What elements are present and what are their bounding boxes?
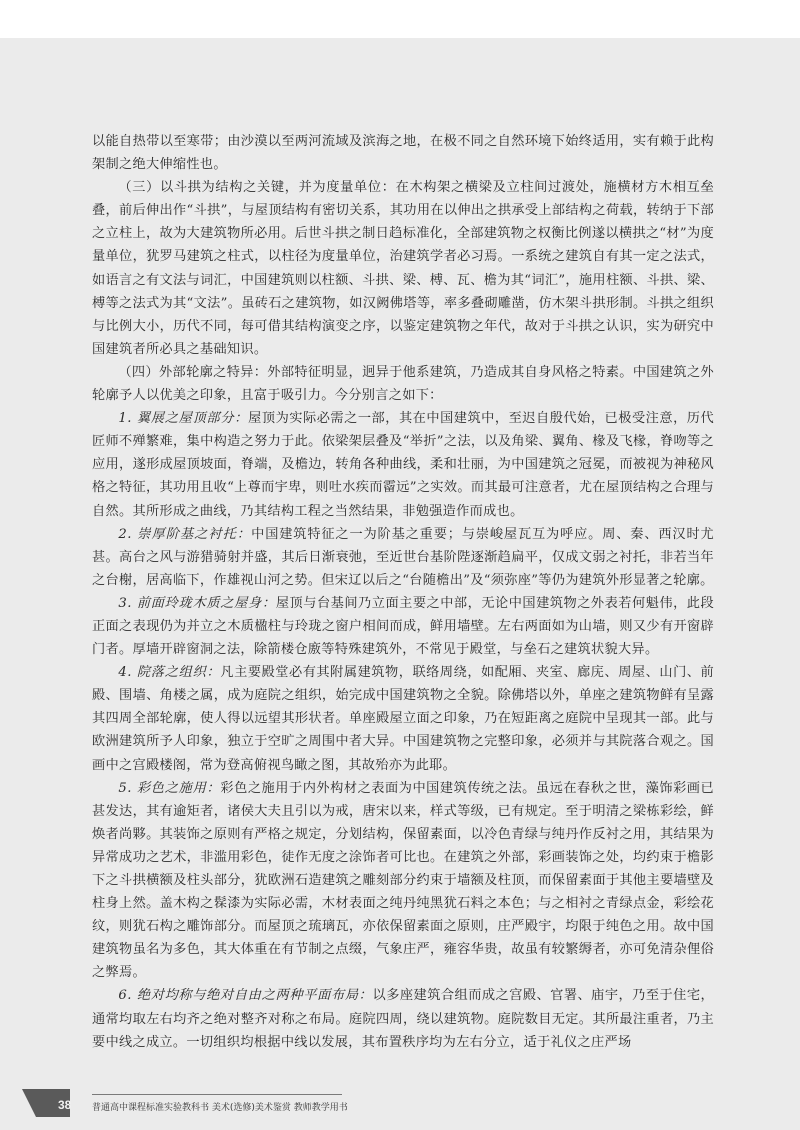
paragraph <box>92 984 714 1053</box>
paragraph <box>92 176 714 361</box>
paragraph-text: 凡主要殿堂必有其附属建筑物，联络周绕，如配厢、夹室、廊庑、周屋、山门、前殿、围墙、角楼之属，成为庭院之组织，始完成中国建筑物之全貌。除佛塔以外，单座之建筑物鲜有呈露其四周全部轮廓，使人得以远望其形状者。单座殿屋立面之印象，乃在短距离之庭院中呈现其一部。此与欧洲建筑所予人印象，独立于空旷之周围中者大异。中国建筑物之完整印象，必须并与其院落合观之。国画中之宫殿楼阁，常为登高俯视鸟瞰之图，其故殆亦为此耶。 <box>92 665 714 773</box>
paragraph-text: （四）外部轮廓之特异：外部特征明显，迥异于他系建筑，乃造成其自身风格之特素。中国建筑之外轮廓予人以优美之印象，且富于吸引力。今分别言之如下： <box>92 364 714 404</box>
page-footer <box>0 1086 800 1126</box>
body-text <box>92 130 714 1054</box>
paragraph <box>92 777 714 985</box>
paragraph <box>92 592 714 661</box>
paragraph-lead: 1. 翼展之屋顶部分： <box>118 411 249 427</box>
paragraph-text: 屋顶为实际必需之一部，其在中国建筑中，至迟自殷代始，已极受注意，历代匠师不殚繁难，集中构造之努力于此。依梁架层叠及“举折”之法，以及角梁、翼角、椽及飞椽，脊吻等之应用，遂形成屋顶坡面，脊端，及檐边，转角各种曲线，柔和壮丽，为中国建筑之冠冕，而被视为神秘风格之特征，其功用且收“上尊而宇卑，则吐水疾而霤远”之实效。而其最可注意者，尤在屋顶结构之合理与自然。其所形成之曲线，乃其结构工程之当然结果，非勉强造作而成也。 <box>92 411 714 519</box>
paragraph-text: 以能自热带以至寒带；由沙漠以至两河流域及滨海之地，在极不同之自然环境下始终适用，实有赖于此构架制之绝大伸缩性也。 <box>92 134 714 173</box>
paragraph-lead: 2. 崇厚阶基之衬托： <box>118 526 252 542</box>
footer-rule <box>92 1094 342 1095</box>
paragraph <box>92 361 714 407</box>
paragraph-text: 以多座建筑合组而成之宫殿、官署、庙宇，乃至于住宅，通常均取左右均齐之绝对整齐对称之布局。庭院四周，绕以建筑物。庭院数目无定。其所最注重者，乃主要中线之成立。一切组织均根据中线以发展，其布置秩序均为左右分立，适于礼仪之庄严场 <box>92 988 714 1050</box>
paragraph <box>92 130 714 176</box>
paragraph-text: 屋顶与台基间乃立面主要之中部，无论中国建筑物之外表若何魁伟，此段正面之表现仍为并立之木质楹柱与玲珑之窗户相间而成，鲜用墙壁。左右两面如为山墙，则又少有开窗辟门者。厚墙开辟窗洞之法，除箭楼仓廒等特殊建筑外，不常见于殿堂，与垒石之建筑状貌大异。 <box>92 595 714 658</box>
page-number: 38 <box>58 1098 72 1112</box>
paragraph-lead: 5. 彩色之施用： <box>118 780 221 796</box>
paragraph <box>92 523 714 592</box>
paragraph <box>92 661 714 776</box>
paragraph-text: （三）以斗拱为结构之关键，并为度量单位：在木构架之横梁及立柱间过渡处，施横材方木相互垒叠，前后伸出作“斗拱”，与屋顶结构有密切关系，其功用在以伸出之拱承受上部结构之荷载，转纳于下部之立柱上，故为大建筑物所必用。后世斗拱之制日趋标准化，全部建筑物之权衡比例遂以横拱之“材”为度量单位，犹罗马建筑之柱式，以柱径为度量单位，治建筑学者必习焉。一系统之建筑自有其一定之法式，如语言之有文法与词汇，中国建筑则以柱额、斗拱、梁、榑、瓦、檐为其“词汇”，施用柱额、斗拱、梁、榑等之法式为其“文法”。虽砖石之建筑物，如汉阙佛塔等，率多叠砌雕凿，仿木架斗拱形制。斗拱之组织与比例大小，历代不同，每可借其结构演变之序，以鉴定建筑物之年代，故对于斗拱之认识，实为研究中国建筑者所必具之基础知识。 <box>92 180 714 357</box>
paragraph-lead: 3. 前面玲珑木质之屋身： <box>118 595 276 611</box>
paragraph-lead: 6. 绝对均称与绝对自由之两种平面布局： <box>118 988 373 1004</box>
paragraph-text: 中国建筑特征之一为阶基之重要；与崇峻屋瓦互为呼应。周、秦、西汉时尤甚。高台之风与游猎骑射并盛，其后日渐衰弛，至近世台基阶陛逐渐趋扁平，仅成文弱之衬托，非若当年之台榭，居高临下，作雄视山河之势。但宋辽以后之“台随檐出”及“须弥座”等仍为建筑外形显著之轮廓。 <box>92 526 714 588</box>
paragraph-text: 彩色之施用于内外构材之表面为中国建筑传统之法。虽远在春秋之世，藻饰彩画已甚发达，其有逾矩者，诸侯大夫且引以为戒，唐宋以来，样式等级，已有规定。至于明清之梁栋彩绘，鲜焕者尚夥。其装饰之原则有严格之规定，分划结构，保留素面，以冷色青绿与纯丹作反衬之用，其结果为异常成功之艺术，非滥用彩色，徒作无度之涂饰者可比也。在建筑之外部，彩画装饰之处，均约束于檐影下之斗拱横额及柱头部分，犹欧洲石造建筑之雕刻部分约束于墙额及柱顶，而保留素面于其他主要墙壁及柱身上然。盖木构之髹漆为实际必需，木材表面之纯丹纯黑犹石料之本色；与之相衬之青绿点金，彩绘花纹，则犹石构之雕饰部分。而屋顶之琉璃瓦，亦依保留素面之原则，庄严殿宇，均限于纯色之用。故中国建筑物虽名为多色，其大体重在有节制之点缀，气象庄严，雍容华贵，故虽有较繁缛者，亦可免清杂俚俗之弊焉。 <box>92 780 714 981</box>
page-number-tab <box>22 1089 70 1117</box>
paragraph <box>92 407 714 522</box>
paragraph-lead: 4. 院落之组织： <box>118 665 221 681</box>
document-page <box>0 38 800 1130</box>
book-title: 普通高中课程标准实验教科书 美术(选修)美术鉴赏 教师教学用书 <box>92 1103 348 1113</box>
